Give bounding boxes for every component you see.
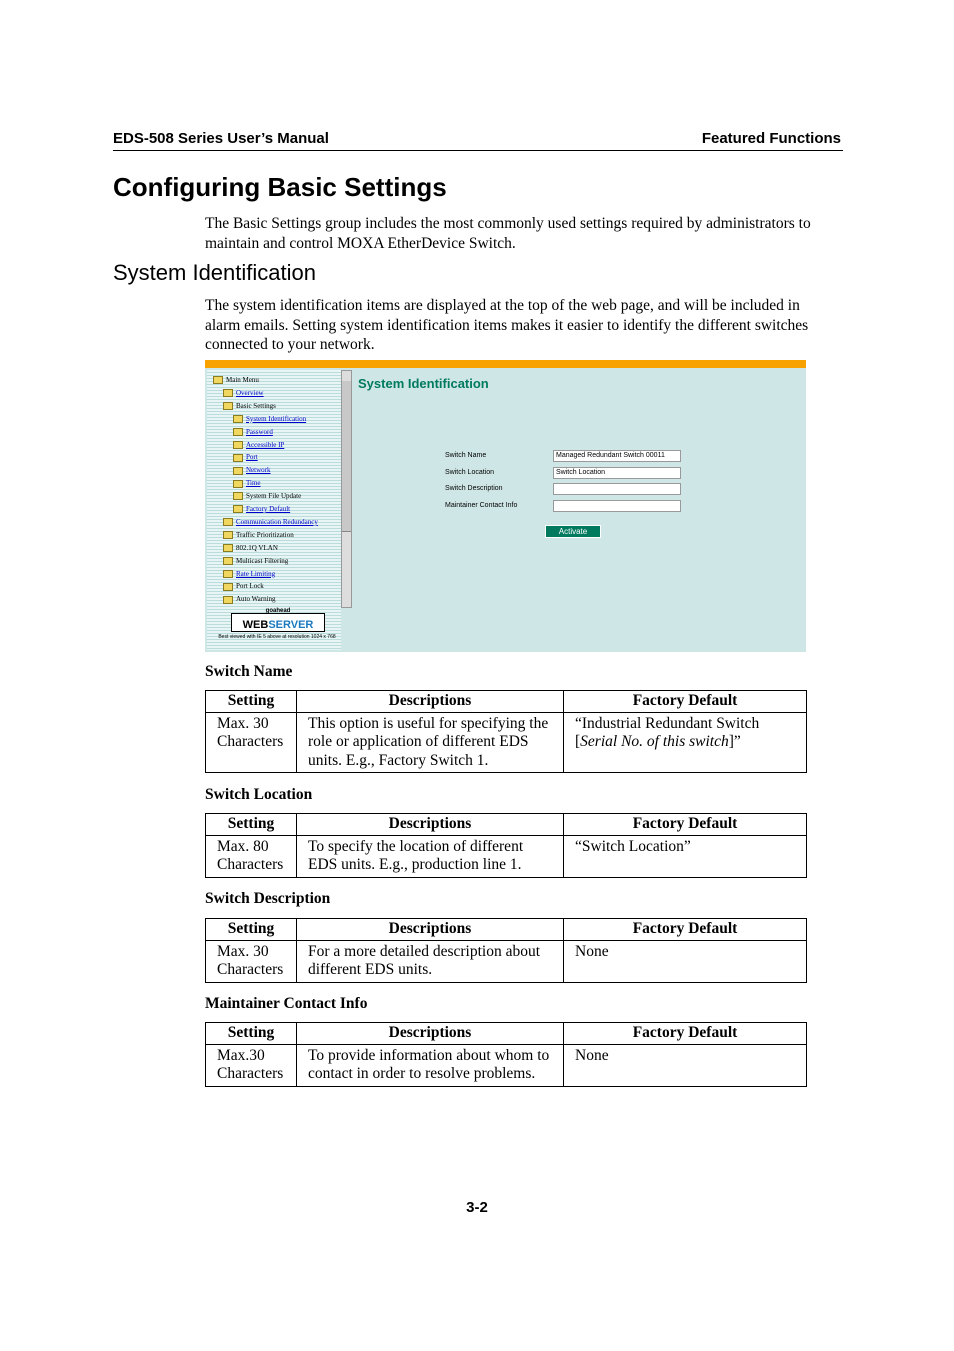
menu-item[interactable]	[233, 453, 258, 461]
menu-item-label: Basic Settings	[236, 401, 276, 410]
web-ui-screenshot	[205, 360, 806, 652]
col-setting: Setting	[206, 919, 297, 941]
page-title: Configuring Basic Settings	[113, 172, 447, 202]
menu-item[interactable]	[223, 557, 288, 565]
folder-icon	[233, 454, 243, 462]
webserver-logo	[231, 608, 325, 632]
folder-icon	[233, 467, 243, 475]
folder-icon	[233, 505, 243, 513]
menu-item-label: Network	[246, 466, 271, 475]
col-factory-default: Factory Default	[564, 814, 807, 836]
default-italic: Serial No. of this switch	[580, 733, 729, 750]
scrollbar[interactable]	[341, 370, 352, 608]
scrollbar-thumb[interactable]	[342, 381, 351, 532]
switch-name-label: Switch Name	[445, 452, 487, 459]
folder-icon	[223, 389, 233, 397]
menu-item[interactable]	[233, 505, 290, 513]
menu-item-label: Communication Redundancy	[236, 517, 318, 526]
page-number: 3-2	[466, 1199, 488, 1216]
maintainer-contact-table	[205, 1022, 807, 1087]
switch-description-heading: Switch Description	[205, 890, 331, 907]
menu-item-label: Port Lock	[236, 582, 264, 591]
default-text: “Industrial Redundant Switch [	[575, 714, 760, 750]
folder-icon	[223, 583, 233, 591]
menu-item-label: System File Update	[246, 492, 302, 501]
menu-item[interactable]	[233, 492, 301, 500]
col-descriptions: Descriptions	[297, 691, 564, 713]
default-cell: None	[564, 940, 807, 982]
default-text-end: ]”	[728, 733, 741, 750]
folder-icon	[223, 402, 233, 410]
default-cell	[564, 712, 807, 773]
folder-icon	[233, 492, 243, 500]
folder-icon	[223, 570, 233, 578]
maintainer-contact-input[interactable]	[553, 500, 681, 512]
switch-description-input[interactable]	[553, 483, 681, 495]
folder-icon	[233, 441, 243, 449]
switch-name-heading: Switch Name	[205, 663, 293, 680]
folder-icon	[223, 518, 233, 526]
best-viewed-note: Best viewed with IE 5 above at resolution 1024 x 768	[218, 634, 336, 640]
menu-item-label: Traffic Prioritization	[236, 530, 294, 539]
folder-icon	[223, 557, 233, 565]
folder-icon	[223, 544, 233, 552]
menu-item-label: Overview	[236, 388, 264, 397]
setting-cell: Max.30 Characters	[206, 1044, 297, 1086]
system-identification-title: System Identification	[358, 376, 489, 391]
description-cell: This option is useful for specifying the role or application of different EDS units. E.g., Factory Switch 1.	[297, 712, 564, 773]
folder-icon	[233, 428, 243, 436]
menu-item[interactable]	[223, 570, 275, 578]
description-cell: To provide information about whom to contact in order to resolve problems.	[297, 1044, 564, 1086]
switch-location-input[interactable]: Switch Location	[553, 467, 681, 479]
intro-text: The Basic Settings group includes the most commonly used settings required by administrators to maintain and control MOXA EtherDevice Switch.	[205, 215, 811, 252]
switch-name-table	[205, 690, 807, 773]
header-rule	[113, 150, 843, 151]
menu-item-label: Factory Default	[246, 505, 291, 513]
menu-item-label: Accessible IP	[246, 440, 285, 449]
description-cell: For a more detailed description about different EDS units.	[297, 940, 564, 982]
menu-item[interactable]	[233, 441, 284, 449]
header-left: EDS-508 Series User’s Manual	[113, 130, 329, 147]
menu-item-label: Multicast Filtering	[236, 556, 289, 565]
section-title: System Identification	[113, 260, 316, 285]
col-factory-default: Factory Default	[564, 1023, 807, 1045]
menu-item-label: Port	[246, 453, 258, 462]
menu-item-label: Time	[246, 479, 261, 488]
menu-item[interactable]	[213, 376, 259, 384]
switch-name-input[interactable]: Managed Redundant Switch 00011	[553, 450, 681, 462]
menu-item[interactable]	[223, 595, 276, 603]
menu-item[interactable]	[233, 479, 261, 487]
folder-icon	[213, 376, 223, 384]
switch-location-table	[205, 813, 807, 878]
section-text: The system identification items are displayed at the top of the web page, and will be included in alarm emails. Setting system identification items makes it easier to identify the different switches connected to your network.	[205, 297, 809, 353]
col-descriptions: Descriptions	[297, 1023, 564, 1045]
menu-item[interactable]	[233, 466, 271, 474]
col-factory-default: Factory Default	[564, 919, 807, 941]
menu-item-label: Rate Limiting	[236, 569, 276, 578]
menu-item[interactable]	[223, 402, 276, 410]
menu-item[interactable]	[223, 544, 278, 552]
folder-icon	[233, 415, 243, 423]
switch-location-heading: Switch Location	[205, 786, 313, 803]
col-setting: Setting	[206, 691, 297, 713]
menu-item-label: 802.1Q VLAN	[236, 543, 278, 552]
menu-item[interactable]	[223, 389, 264, 397]
menu-item-label: Main Menu	[226, 376, 259, 384]
maintainer-contact-label: Maintainer Contact Info	[445, 502, 518, 509]
setting-cell: Max. 30 Characters	[206, 940, 297, 982]
menu-item[interactable]	[233, 428, 273, 436]
menu-item[interactable]	[223, 518, 318, 526]
maintainer-contact-heading: Maintainer Contact Info	[205, 995, 368, 1012]
description-cell: To specify the location of different EDS units. E.g., production line 1.	[297, 835, 564, 877]
menu-item[interactable]	[223, 531, 294, 539]
folder-icon	[223, 531, 233, 539]
logo-server: SERVER	[268, 619, 314, 631]
col-descriptions: Descriptions	[297, 919, 564, 941]
logo-web: WEB	[242, 619, 269, 631]
logo-small: goahead	[265, 608, 291, 614]
menu-item[interactable]	[223, 582, 264, 590]
menu-item-label: Auto Warning	[236, 595, 276, 604]
menu-item[interactable]	[233, 415, 306, 423]
col-setting: Setting	[206, 814, 297, 836]
default-cell: None	[564, 1044, 807, 1086]
setting-cell: Max. 30 Characters	[206, 712, 297, 773]
header-right: Featured Functions	[701, 130, 841, 147]
switch-description-table	[205, 918, 807, 983]
menu-item-label: Password	[246, 427, 273, 436]
switch-location-label: Switch Location	[445, 469, 495, 476]
folder-icon	[233, 480, 243, 488]
col-setting: Setting	[206, 1023, 297, 1045]
col-descriptions: Descriptions	[297, 814, 564, 836]
default-cell: “Switch Location”	[564, 835, 807, 877]
activate-button[interactable]: Activate	[545, 525, 601, 538]
setting-cell: Max. 80 Characters	[206, 835, 297, 877]
col-factory-default: Factory Default	[564, 691, 807, 713]
switch-description-label: Switch Description	[445, 485, 503, 492]
folder-icon	[223, 596, 233, 604]
menu-item-label: System Identification	[246, 414, 307, 423]
